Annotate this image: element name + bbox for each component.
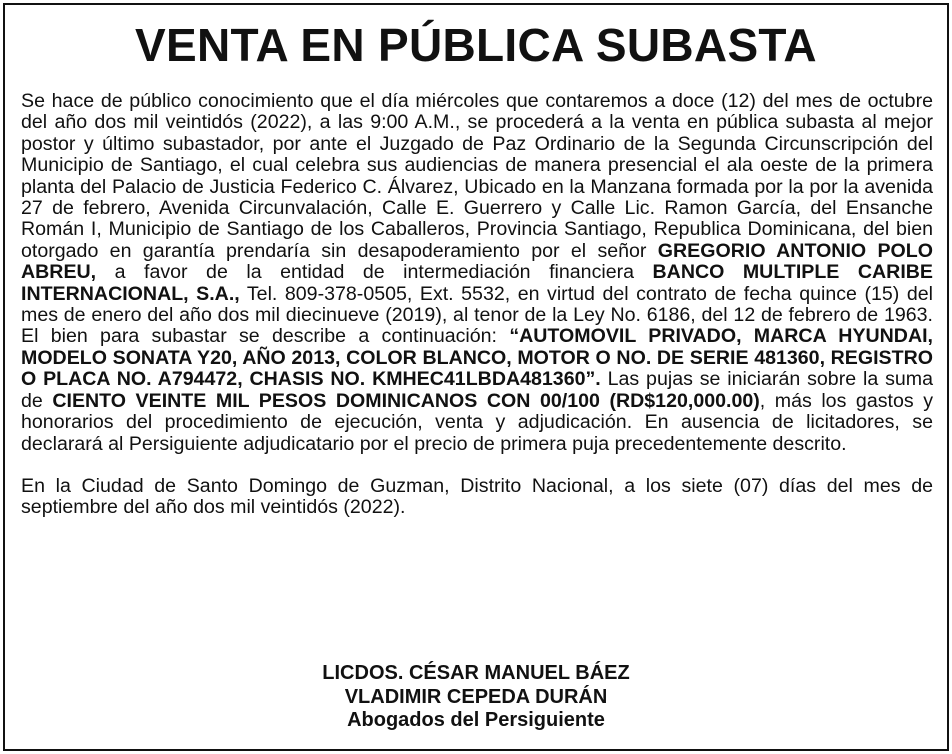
notice-title: VENTA EN PÚBLICA SUBASTA bbox=[135, 19, 817, 71]
bidding-text: Las pujas se iniciarán sobre la suma de bbox=[21, 368, 933, 412]
notice-body bbox=[21, 91, 933, 519]
intro-text: Se hace de público conocimiento que el día miércoles que contaremos a doce (12) del mes de octubre del año dos mil veintidós (2022), a las 9:00 A.M., se procederá a la venta en pública subasta al mejor postor y último subastador, por ante el Juzgado de Paz Ordinario de la Segunda Circunscripción del Municipio de Santiago, el cual celebra sus audiencias de manera presencial el ala oeste de la primera planta del Palacio de Justicia Federico C. Álvarez, Ubicado en la Manzana formada por la por la avenida 27 de febrero, Avenida Circunvalación, Calle E. Guerrero y Calle Lic. Ramon García, del Ensanche Román I, Municipio de Santiago de los Caballeros, Provincia Santiago, Republica Dominicana, del bien otorgado en garantía prendaría sin desapoderamiento por el señor bbox=[21, 90, 933, 262]
closing-paragraph: En la Ciudad de Santo Domingo de Guzman, Distrito Nacional, a los siete (07) días del mes de septiembre del año dos mil veintidós (2022). bbox=[21, 474, 933, 519]
starting-bid-amount: CIENTO VEINTE MIL PESOS DOMINICANOS CON 00/100 (RD$120,000.00) bbox=[52, 389, 760, 412]
public-auction-notice bbox=[3, 3, 949, 751]
terms-text: , más los gastos y honorarios del procedimiento de ejecución, venta y adjudicación. En ausencia de licitadores, se declarará al Persiguiente adjudicatario por el precio de primera puja precedentemente descrito. bbox=[21, 389, 933, 455]
auction-details-paragraph bbox=[21, 91, 933, 455]
contract-text: Tel. 809-378-0505, Ext. 5532, en virtud del contrato de fecha quince (15) del mes de enero del año dos mil diecinueve (2019), al tenor de la Ley No. 6186, del 12 de febrero de 1963. El bien para subastar se describe a continuación: bbox=[21, 282, 933, 348]
debtor-name: GREGORIO ANTONIO POLO ABREU, bbox=[21, 239, 933, 284]
signature-role: Abogados del Persiguiente bbox=[347, 709, 605, 731]
signature-lawyer-name: VLADIMIR CEPEDA DURÁN bbox=[344, 685, 608, 708]
bank-name: BANCO MULTIPLE CARIBE INTERNACIONAL, S.A., bbox=[21, 261, 933, 305]
asset-description: “AUTOMOVIL PRIVADO, MARCA HYUNDAI, MODELO SONATA Y20, AÑO 2013, COLOR BLANCO, MOTOR O NO. DE SERIE 481360, REGISTRO O PLACA NO. A794472, CHASIS NO. KMHEC41LBDA481360”. bbox=[21, 325, 933, 391]
signature-lawyers-line: LICDOS. CÉSAR MANUEL BÁEZ bbox=[322, 662, 630, 684]
creditor-intro-text: a favor de la entidad de intermediación financiera bbox=[96, 261, 653, 284]
signature-block bbox=[5, 662, 947, 733]
